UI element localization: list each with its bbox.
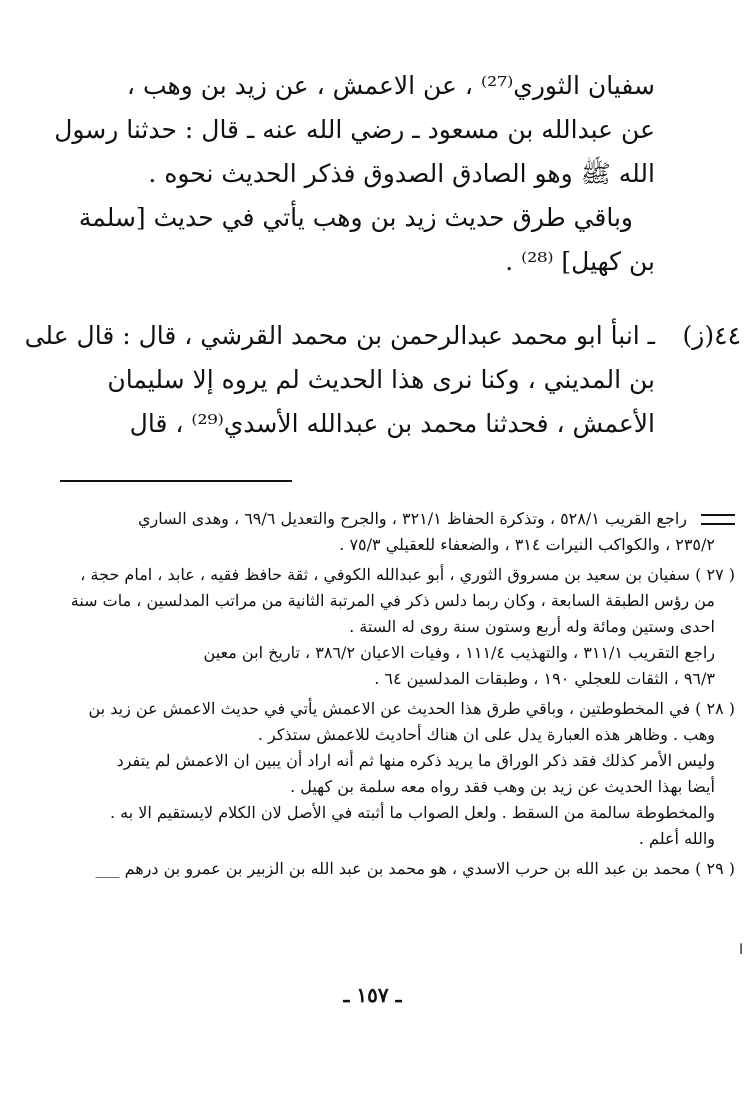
footnote-line: ( ٢٩ ) محمد بن عبد الله بن حرب الاسدي ، هو محمد بن عبد الله بن الزبير بن عمرو بن درهم ___ (95, 859, 735, 878)
footnote-line: احدى وستين ومائة وله أربع وستون سنة روى له الستة . (349, 617, 715, 636)
margin-mark: ا (739, 942, 743, 958)
ditto-mark-icon (701, 514, 735, 525)
footnote-line: من رؤس الطبقة السابعة ، وكان ربما دلس ذكر في المرتبة الثانية من مراتب المدلسين ، مات سنة (70, 591, 715, 610)
main-paragraph-a (54, 64, 655, 284)
footnote-line: وهب . وظاهر هذه العبارة يدل على ان هناك أحاديث للاعمش ستذكر . (257, 725, 715, 744)
text-line: ـ انبأ ابو محمد عبدالرحمن بن محمد القرشي ، قال : قال على (24, 321, 655, 350)
text-line: سفيان الثوري⁽²⁷⁾ ، عن الاعمش ، عن زيد بن وهب ، (126, 71, 655, 100)
footnote-line: ٩٦/٣ ، الثقات للعجلي ١٩٠ ، وطبقات المدلسين ٦٤ . (374, 669, 715, 688)
footnote-line: أيضا بهذا الحديث عن زيد بن وهب فقد رواه معه سلمة بن كهيل . (290, 777, 715, 796)
text-line: الله ﷺ وهو الصادق الصدوق فذكر الحديث نحوه . (148, 159, 655, 188)
text-line: وباقي طرق حديث زيد بن وهب يأتي في حديث [سلمة (78, 203, 633, 232)
footnote-line: ٢٣٥/٢ ، والكواكب النيرات ٣١٤ ، والضعفاء للعقيلي ٧٥/٣ . (339, 535, 715, 554)
main-paragraph-b (24, 314, 655, 446)
page-number: ـ ١٥٧ ـ (343, 983, 402, 1007)
text-line: بن كهيل] ⁽²⁸⁾ . (505, 247, 655, 276)
footnote-line: والمخطوطة سالمة من السقط . ولعل الصواب ما أثبته في الأصل لان الكلام لايستقيم الا به . (109, 803, 715, 822)
footnote-separator (60, 480, 292, 482)
item-number: ٤٤(ز) (682, 321, 741, 350)
text-line: عن عبدالله بن مسعود ـ رضي الله عنه ـ قال : حدثنا رسول (54, 115, 655, 144)
footnote-line: راجع القريب ٥٢٨/١ ، وتذكرة الحفاظ ٣٢١/١ ، والجرح والتعديل ٦٩/٦ ، وهدى الساري (13, 506, 735, 532)
footnote-line: ( ٢٧ ) سفيان بن سعيد بن مسروق الثوري ، أبو عبدالله الكوفي ، ثقة حافظ فقيه ، عابد ، امام حجة ، (80, 565, 735, 584)
text-line: بن المديني ، وكنا نرى هذا الحديث لم يروه إلا سليمان (107, 365, 655, 394)
footnote-line: راجع التقريب ٣١١/١ ، والتهذيب ١١١/٤ ، وفيات الاعيان ٣٨٦/٢ ، تاريخ ابن معين (203, 643, 715, 662)
footnote-line: والله أعلم . (638, 829, 715, 848)
footnote-line: وليس الأمر كذلك فقد ذكر الوراق ما يريد ذكره منها ثم أنه اراد أن يبين ان الاعمش لم يتفرد (116, 751, 715, 770)
text-line: الأعمش ، فحدثنا محمد بن عبدالله الأسدي⁽²⁹⁾ ، قال (129, 409, 655, 438)
footnote-line: ( ٢٨ ) في المخطوطتين ، وباقي طرق هذا الحديث عن الاعمش يأتي في حديث الاعمش عن زيد بن (88, 699, 735, 718)
footnotes-block (13, 506, 735, 882)
